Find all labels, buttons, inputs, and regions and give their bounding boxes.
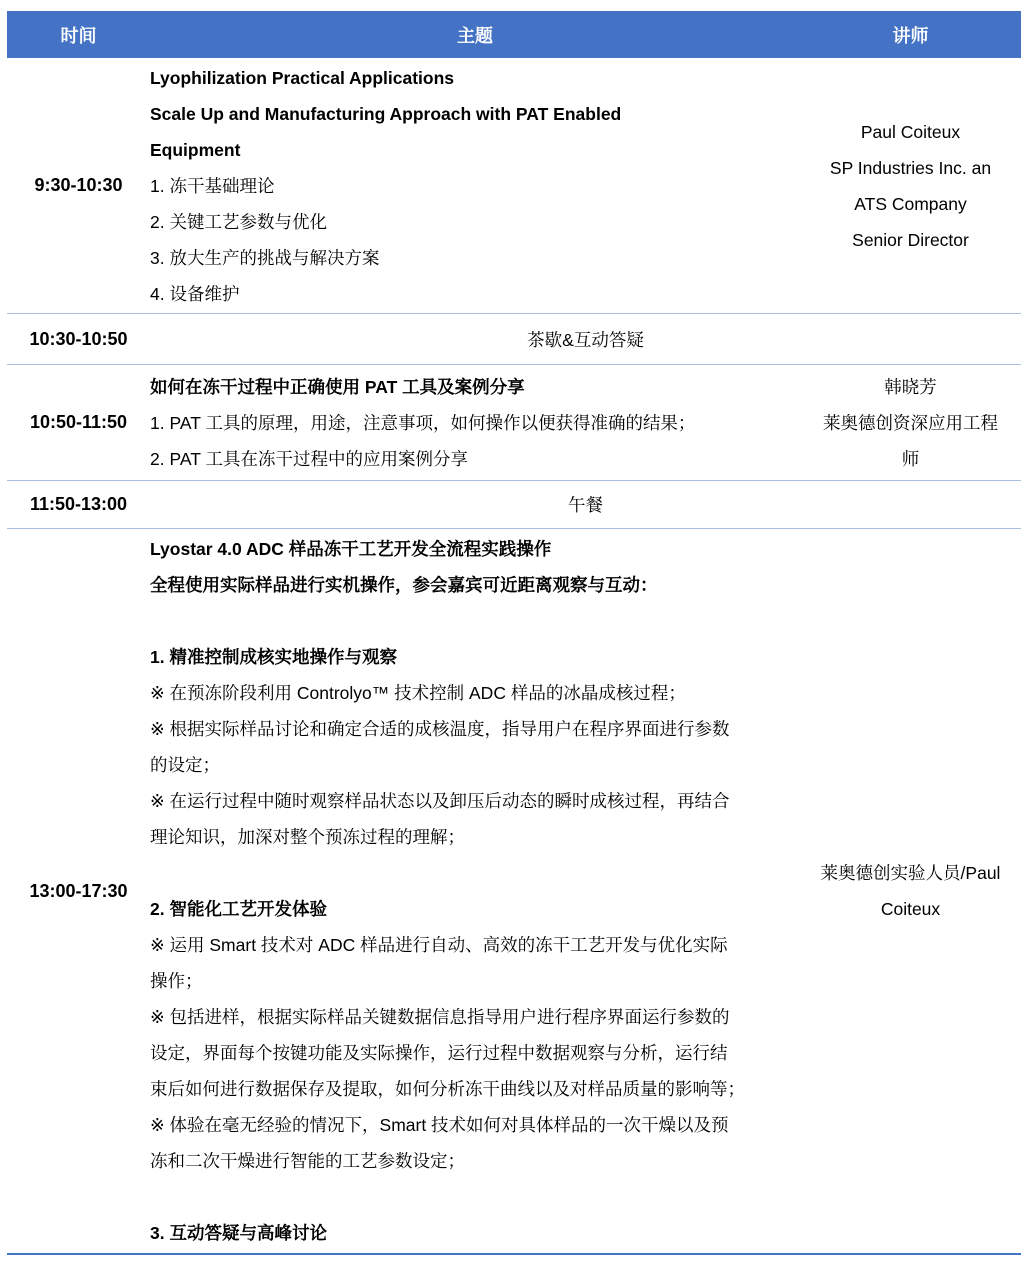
speaker-line: 莱奥德创实验人员/Paul	[820, 863, 1001, 883]
topic-text-line: 束后如何进行数据保存及提取，如何分析冻干曲线以及对样品质量的影响等；	[150, 1079, 745, 1099]
header-speaker: 讲师	[892, 25, 929, 46]
speaker-line: 莱奥德创资深应用工程	[823, 412, 998, 433]
topic-text-line: 理论知识，加深对整个预冻过程的理解；	[150, 827, 465, 847]
topic-cell	[150, 58, 800, 313]
topic-text-line: ※ 包括进样，根据实际样品关键数据信息指导用户进行程序界面运行参数的	[150, 1007, 730, 1027]
speaker-line: Paul Coiteux	[860, 121, 961, 142]
header-row	[7, 11, 1021, 58]
schedule-row-1300-1730	[7, 529, 1021, 1255]
speaker-line: Coiteux	[880, 899, 941, 919]
topic-cell	[150, 529, 800, 1253]
speaker-line: 韩晓芳	[884, 376, 937, 397]
blank-line	[150, 1179, 800, 1215]
speaker-line: 师	[901, 448, 920, 469]
topic-text-line: ※ 在预冻阶段利用 Controlyo™ 技术控制 ADC 样品的冰晶成核过程；	[150, 683, 686, 703]
topic-text-line: 冻和二次干燥进行智能的工艺参数设定；	[150, 1151, 465, 1171]
topic-text-line: ※ 运用 Smart 技术对 ADC 样品进行自动、高效的冻干工艺开发与优化实际	[150, 935, 728, 955]
time-cell: 9:30-10:30	[34, 175, 123, 195]
time-cell: 10:50-11:50	[29, 412, 128, 432]
speaker-cell	[800, 58, 1021, 313]
header-topic: 主题	[457, 25, 493, 46]
speaker-line: SP Industries Inc. an	[829, 157, 992, 178]
topic-text-line: ※ 体验在毫无经验的情况下，Smart 技术如何对具体样品的一次干燥以及预	[150, 1115, 729, 1135]
topic-text-line: 设定，界面每个按键功能及实际操作，运行过程中数据观察与分析，运行结	[150, 1043, 728, 1063]
topic-text-line: 的设定；	[150, 755, 220, 775]
section-heading: 1. 精准控制成核实地操作与观察	[150, 647, 397, 667]
schedule-table	[7, 11, 1021, 1255]
topic-title-line: Equipment	[150, 140, 241, 160]
topic-title-line: 如何在冻干过程中正确使用 PAT 工具及案例分享	[150, 376, 525, 397]
topic-text-line: 操作；	[150, 971, 203, 991]
topic-list-item: 4. 设备维护	[150, 284, 240, 304]
topic-cell	[150, 365, 800, 480]
topic-title-line: Lyostar 4.0 ADC 样品冻干工艺开发全流程实践操作	[150, 539, 552, 559]
schedule-row-1030-1050	[7, 314, 1021, 365]
schedule-row-0930-1030	[7, 58, 1021, 314]
topic-title-line: Lyophilization Practical Applications	[150, 68, 455, 88]
topic-title-line: Scale Up and Manufacturing Approach with PAT Enabled	[150, 104, 622, 124]
topic-text-line: ※ 在运行过程中随时观察样品状态以及卸压后动态的瞬时成核过程，再结合	[150, 791, 730, 811]
schedule-row-1050-1150	[7, 365, 1021, 481]
topic-title-line: 全程使用实际样品进行实机操作，参会嘉宾可近距离观察与互动：	[150, 575, 658, 595]
speaker-line: ATS Company	[854, 193, 967, 214]
time-cell: 13:00-17:30	[29, 880, 128, 901]
header-time: 时间	[60, 25, 97, 46]
speaker-line: Senior Director	[852, 229, 969, 250]
blank-line	[150, 603, 800, 639]
time-cell: 10:30-10:50	[29, 328, 128, 349]
topic-text-line: ※ 根据实际样品讨论和确定合适的成核温度，指导用户在程序界面进行参数	[150, 719, 730, 739]
topic-list-item: 1. 冻干基础理论	[150, 176, 275, 196]
time-cell: 11:50-13:00	[29, 494, 128, 514]
section-heading: 3. 互动答疑与高峰讨论	[150, 1223, 327, 1243]
topic-list-item: 1. PAT 工具的原理，用途，注意事项，如何操作以便获得准确的结果；	[150, 412, 696, 433]
schedule-row-1150-1300	[7, 481, 1021, 529]
lunch-cell: 午餐	[568, 495, 603, 515]
speaker-cell	[800, 529, 1021, 1253]
topic-list-item: 2. PAT 工具在冻干过程中的应用案例分享	[150, 448, 468, 469]
break-cell: 茶歇&互动答疑	[527, 329, 644, 350]
section-heading: 2. 智能化工艺开发体验	[150, 899, 327, 919]
speaker-cell	[800, 365, 1021, 480]
topic-list-item: 3. 放大生产的挑战与解决方案	[150, 248, 380, 268]
blank-line	[150, 855, 800, 891]
topic-list-item: 2. 关键工艺参数与优化	[150, 212, 327, 232]
